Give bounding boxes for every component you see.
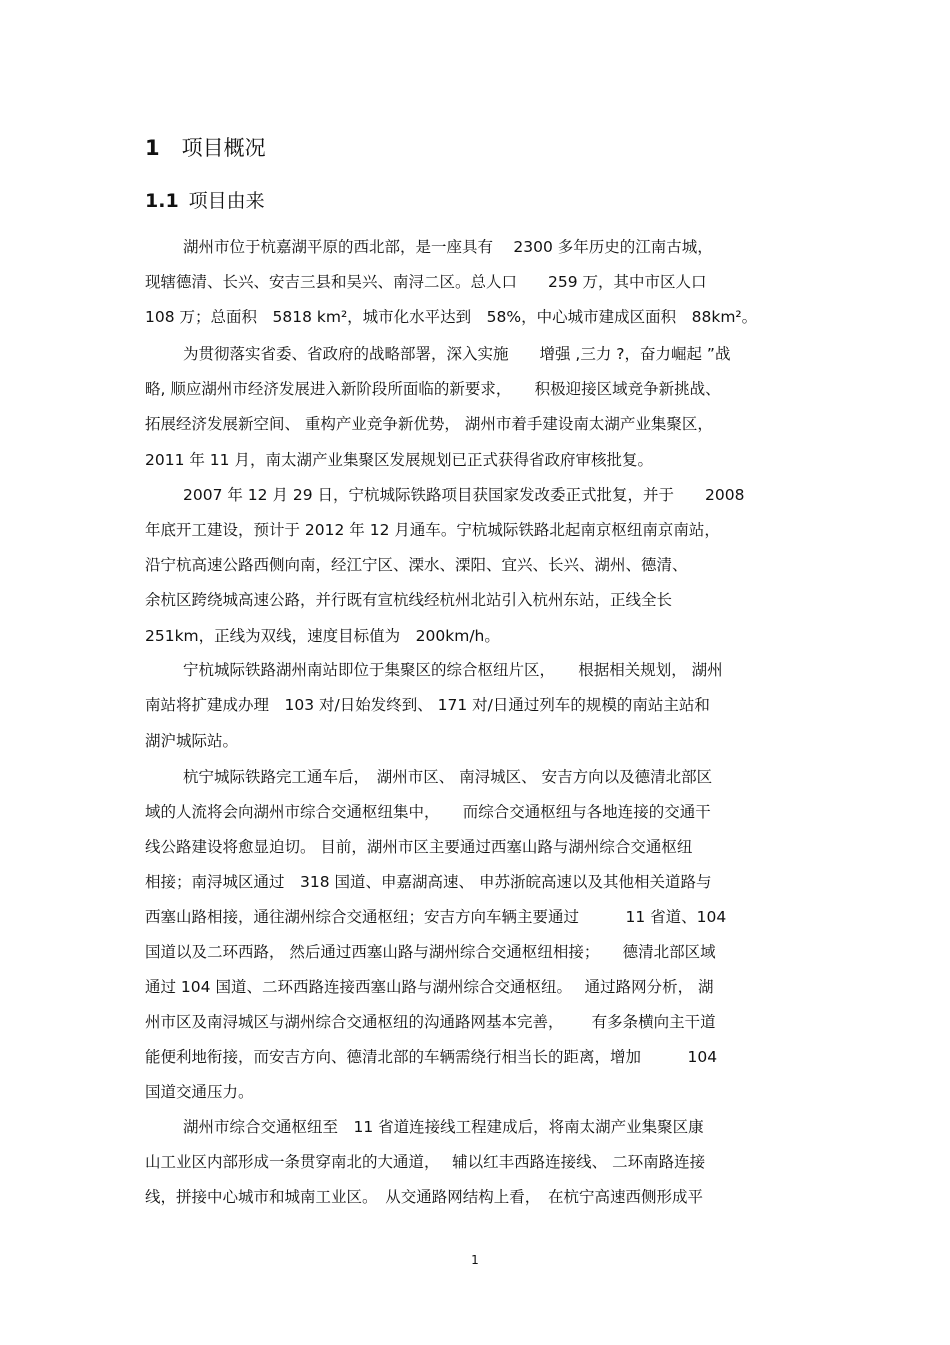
- body-line: 线公路建设将愈显迫切。 目前，湖州市区主要通过西塞山路与湖州综合交通枢纽: [145, 838, 693, 856]
- body-line: 国道交通压力。: [145, 1083, 254, 1101]
- body-line: 沿宁杭高速公路西侧向南，经江宁区、溧水、溧阳、宜兴、长兴、湖州、德清、: [145, 556, 688, 574]
- section-heading: [145, 188, 265, 214]
- body-line: 251km，正线为双线，速度目标值为 200km/h。: [145, 627, 500, 645]
- body-line: 线，拼接中心城市和城南工业区。 从交通路网结构上看， 在杭宁高速西侧形成平: [145, 1188, 704, 1206]
- body-line: 杭宁城际铁路完工通车后， 湖州市区、 南浔城区、 安吉方向以及德清北部区: [183, 768, 713, 786]
- body-line: 湖沪城际站。: [145, 732, 239, 750]
- body-line: 拓展经济发展新空间、 重构产业竞争新优势， 湖州市着手建设南太湖产业集聚区，: [145, 415, 713, 433]
- section-number: 1.1: [145, 190, 179, 212]
- body-line: 南站将扩建成办理 103 对/日始发终到、 171 对/日通过列车的规模的南站主站和: [145, 696, 710, 714]
- body-line: 108 万；总面积 5818 km²，城市化水平达到 58%，中心城市建成区面积 88km²。: [145, 308, 758, 326]
- body-line: 现辖德清、长兴、安吉三县和吴兴、南浔二区。总人口 259 万，其中市区人口: [145, 273, 707, 291]
- body-line: 为贯彻落实省委、省政府的战略部署，深入实施 增强 ,三力 ?，奋力崛起 ”战: [183, 345, 731, 363]
- page-number: 1: [471, 1253, 479, 1267]
- body-line: 西塞山路相接，通往湖州综合交通枢纽；安吉方向车辆主要通过 11 省道、104: [145, 908, 727, 926]
- body-line: 通过 104 国道、二环西路连接西塞山路与湖州综合交通枢纽。 通过路网分析， 湖: [145, 978, 714, 996]
- body-line: 域的人流将会向湖州市综合交通枢纽集中， 而综合交通枢纽与各地连接的交通干: [145, 803, 711, 821]
- body-line: 湖州市位于杭嘉湖平原的西北部，是一座具有 2300 多年历史的江南古城，: [183, 238, 713, 256]
- body-line: 能便利地衔接，而安吉方向、德清北部的车辆需绕行相当长的距离，增加 104: [145, 1048, 718, 1066]
- body-line: 国道以及二环西路， 然后通过西塞山路与湖州综合交通枢纽相接； 德清北部区域: [145, 943, 716, 961]
- section-title: 项目由来: [188, 190, 265, 212]
- body-line: 余杭区跨绕城高速公路，并行既有宣杭线经杭州北站引入杭州东站，正线全长: [145, 591, 673, 609]
- body-line: 略, 顺应湖州市经济发展进入新阶段所面临的新要求， 积极迎接区域竞争新挑战、: [145, 380, 721, 398]
- body-line: 2007 年 12 月 29 日，宁杭城际铁路项目获国家发改委正式批复，并于 2008: [183, 486, 745, 504]
- body-line: 相接；南浔城区通过 318 国道、申嘉湖高速、 申苏浙皖高速以及其他相关道路与: [145, 873, 712, 891]
- chapter-title: 项目概况: [181, 136, 266, 160]
- body-line: 湖州市综合交通枢纽至 11 省道连接线工程建成后，将南太湖产业集聚区康: [183, 1118, 704, 1136]
- body-line: 2011 年 11 月，南太湖产业集聚区发展规划已正式获得省政府审核批复。: [145, 451, 653, 469]
- body-line: 山工业区内部形成一条贯穿南北的大通道， 辅以红丰西路连接线、 二环南路连接: [145, 1153, 706, 1171]
- chapter-heading: [145, 134, 266, 162]
- chapter-number: 1: [145, 136, 160, 160]
- body-line: 宁杭城际铁路湖州南站即位于集聚区的综合枢纽片区， 根据相关规划， 湖州: [183, 661, 723, 679]
- body-line: 年底开工建设，预计于 2012 年 12 月通车。宁杭城际铁路北起南京枢纽南京南站，: [145, 521, 720, 539]
- body-line: 州市区及南浔城区与湖州综合交通枢纽的沟通路网基本完善， 有多条横向主干道: [145, 1013, 716, 1031]
